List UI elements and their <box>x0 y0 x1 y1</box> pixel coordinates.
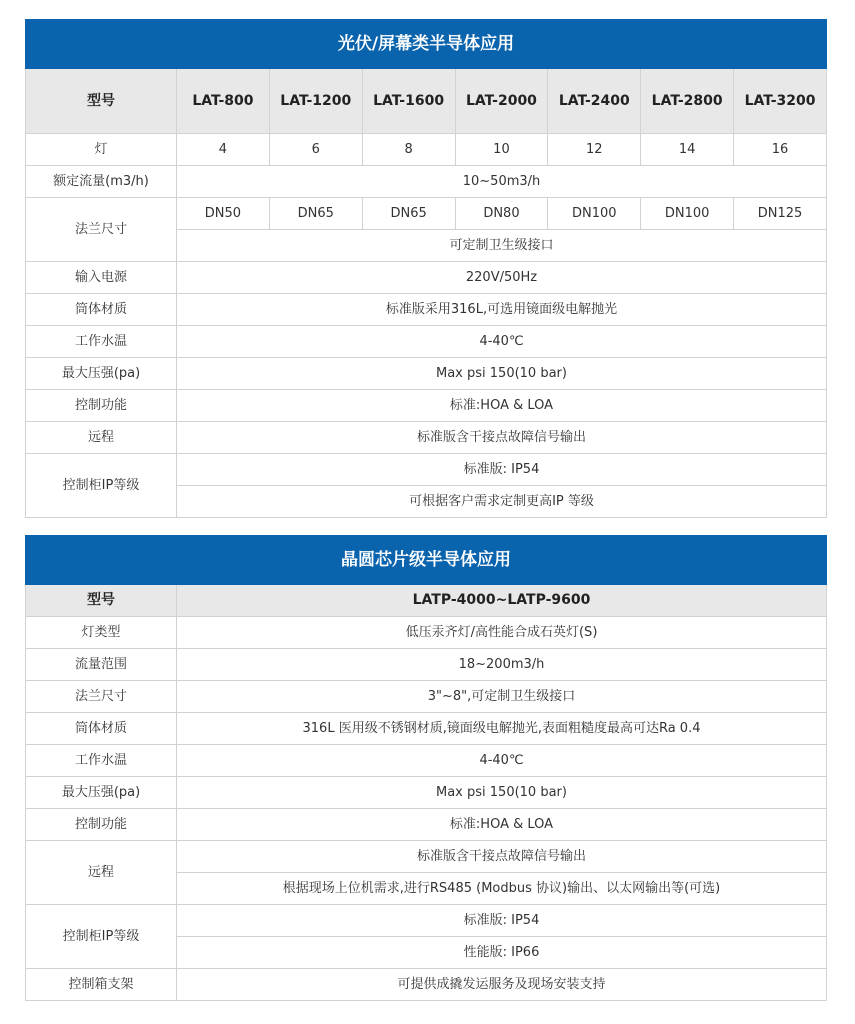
row-label: 工作水温 <box>26 326 177 358</box>
table-row <box>26 617 827 649</box>
cell-value: 8 <box>362 134 455 166</box>
model-name: LATP-4000~LATP-9600 <box>177 585 827 617</box>
row-label: 筒体材质 <box>26 713 177 745</box>
table-row <box>26 198 827 230</box>
table-row <box>26 454 827 486</box>
table-row <box>26 713 827 745</box>
row-label: 远程 <box>26 841 177 905</box>
table-row <box>26 841 827 873</box>
table-row <box>26 326 827 358</box>
cell-value: 12 <box>548 134 641 166</box>
row-label: 控制柜IP等级 <box>26 905 177 969</box>
cell-value: 标准版: IP54 <box>177 905 827 937</box>
cell-value: DN65 <box>269 198 362 230</box>
row-label: 控制功能 <box>26 390 177 422</box>
cell-value: 4 <box>177 134 270 166</box>
row-label: 最大压强(pa) <box>26 777 177 809</box>
table-title-row <box>26 20 827 69</box>
cell-value: 标准版: IP54 <box>177 454 827 486</box>
cell-value: DN65 <box>362 198 455 230</box>
cell-value: Max psi 150(10 bar) <box>177 358 827 390</box>
cell-value: 标准版含干接点故障信号输出 <box>177 422 827 454</box>
model-name: LAT-3200 <box>734 69 827 134</box>
row-label: 法兰尺寸 <box>26 198 177 262</box>
cell-value: Max psi 150(10 bar) <box>177 777 827 809</box>
table-row <box>26 166 827 198</box>
model-header-row <box>26 69 827 134</box>
cell-value: 标准版采用316L,可选用镜面级电解抛光 <box>177 294 827 326</box>
row-label: 控制柜IP等级 <box>26 454 177 518</box>
cell-value: 可根据客户需求定制更高IP 等级 <box>177 486 827 518</box>
table-row <box>26 681 827 713</box>
cell-value: 220V/50Hz <box>177 262 827 294</box>
cell-value: 18~200m3/h <box>177 649 827 681</box>
cell-value: 标准:HOA & LOA <box>177 390 827 422</box>
cell-value: 3"~8",可定制卫生级接口 <box>177 681 827 713</box>
row-label: 灯类型 <box>26 617 177 649</box>
model-label: 型号 <box>26 69 177 134</box>
cell-value: DN100 <box>641 198 734 230</box>
table-row <box>26 294 827 326</box>
cell-value: 10~50m3/h <box>177 166 827 198</box>
table-title: 晶圆芯片级半导体应用 <box>26 536 827 585</box>
model-label: 型号 <box>26 585 177 617</box>
model-name: LAT-2400 <box>548 69 641 134</box>
table-title-row <box>26 536 827 585</box>
model-name: LAT-1200 <box>269 69 362 134</box>
cell-value: 6 <box>269 134 362 166</box>
cell-value: DN100 <box>548 198 641 230</box>
cell-value: DN50 <box>177 198 270 230</box>
row-label: 筒体材质 <box>26 294 177 326</box>
table-row <box>26 809 827 841</box>
cell-value: 4-40℃ <box>177 745 827 777</box>
table-row <box>26 649 827 681</box>
row-label: 控制箱支架 <box>26 969 177 1001</box>
row-label: 最大压强(pa) <box>26 358 177 390</box>
model-name: LAT-2000 <box>455 69 548 134</box>
row-label: 控制功能 <box>26 809 177 841</box>
model-name: LAT-1600 <box>362 69 455 134</box>
row-label: 流量范围 <box>26 649 177 681</box>
model-name: LAT-2800 <box>641 69 734 134</box>
cell-value: 可提供成撬发运服务及现场安装支持 <box>177 969 827 1001</box>
row-label: 额定流量(m3/h) <box>26 166 177 198</box>
cell-value: 16 <box>734 134 827 166</box>
cell-value: 低压汞齐灯/高性能合成石英灯(S) <box>177 617 827 649</box>
table-row <box>26 422 827 454</box>
cell-value: 标准版含干接点故障信号输出 <box>177 841 827 873</box>
cell-value: 10 <box>455 134 548 166</box>
row-label: 法兰尺寸 <box>26 681 177 713</box>
cell-value: DN80 <box>455 198 548 230</box>
cell-value: DN125 <box>734 198 827 230</box>
cell-value: 性能版: IP66 <box>177 937 827 969</box>
spec-table-wafer-chip <box>25 535 827 1001</box>
table-row <box>26 745 827 777</box>
cell-value: 14 <box>641 134 734 166</box>
row-label: 远程 <box>26 422 177 454</box>
row-label: 输入电源 <box>26 262 177 294</box>
table-row <box>26 777 827 809</box>
model-header-row <box>26 585 827 617</box>
model-name: LAT-800 <box>177 69 270 134</box>
table-row <box>26 358 827 390</box>
spec-table-photovoltaic <box>25 19 827 518</box>
cell-value: 标准:HOA & LOA <box>177 809 827 841</box>
cell-value: 4-40℃ <box>177 326 827 358</box>
cell-value: 可定制卫生级接口 <box>177 230 827 262</box>
table-row <box>26 262 827 294</box>
row-label: 灯 <box>26 134 177 166</box>
table-row <box>26 134 827 166</box>
cell-value: 316L 医用级不锈钢材质,镜面级电解抛光,表面粗糙度最高可达Ra 0.4 <box>177 713 827 745</box>
table-row <box>26 390 827 422</box>
row-label: 工作水温 <box>26 745 177 777</box>
table-title: 光伏/屏幕类半导体应用 <box>26 20 827 69</box>
cell-value: 根据现场上位机需求,进行RS485 (Modbus 协议)输出、以太网输出等(可选) <box>177 873 827 905</box>
table-row <box>26 969 827 1001</box>
table-row <box>26 905 827 937</box>
